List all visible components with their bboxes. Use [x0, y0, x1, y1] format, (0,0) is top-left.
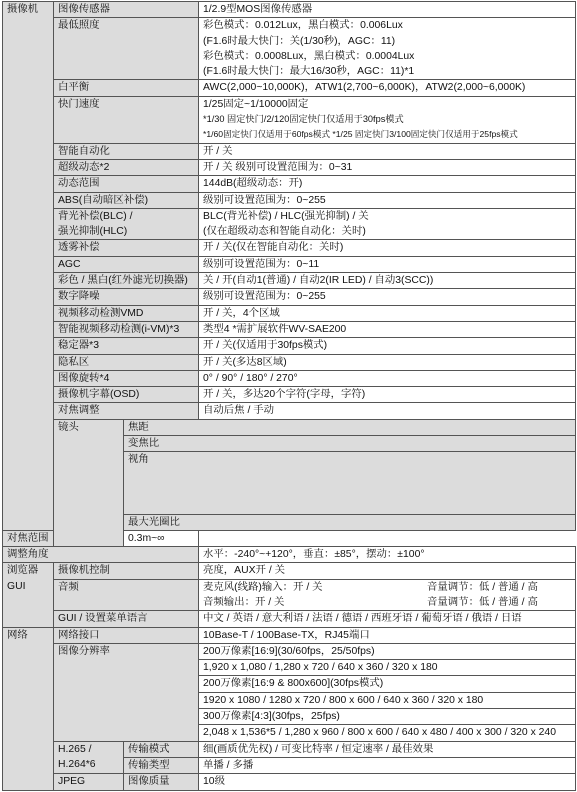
val-blc	[199, 208, 576, 240]
key-rotate: 图像旋转*4	[54, 370, 199, 386]
key-zoom: 变焦比	[124, 436, 576, 452]
val-osd: 开 / 关，多达20个字符(字母，字符)	[199, 387, 576, 403]
row-dnr	[3, 289, 576, 305]
row-blc	[3, 208, 576, 240]
audio-input-line	[203, 580, 571, 595]
key-privacy: 隐私区	[54, 354, 199, 370]
val-adjust: 水平：-240°~+120°，垂直：±85°，摆动：±100°	[199, 547, 576, 563]
val-agc: 级别可设置范围为：0~11	[199, 256, 576, 272]
row-focus-range	[3, 530, 576, 546]
val-iauto: 开 / 关	[199, 143, 576, 159]
text-line: (仅在超级动态和智能自动化：关时)	[203, 226, 366, 238]
spec-table	[2, 1, 576, 791]
audio-input: 麦克风(线路)输入：开 / 关	[203, 581, 323, 593]
val-tx-type: 单播 / 多播	[199, 757, 576, 773]
key-audio: 音频	[54, 579, 199, 611]
key-res: 图像分辨率	[54, 643, 199, 741]
key-fog: 透雾补偿	[54, 240, 199, 256]
val-image-quality: 10级	[199, 774, 576, 790]
key-wb: 白平衡	[54, 80, 199, 96]
category-label: GUI	[7, 580, 26, 592]
key-dyn-range: 动态范围	[54, 176, 199, 192]
row-jpeg	[3, 774, 576, 790]
row-audio	[3, 579, 576, 611]
val-lang: 中文 / 英语 / 意大利语 / 法语 / 德语 / 西班牙语 / 葡萄牙语 / 俄语 / 日语	[199, 611, 576, 627]
audio-output: 音频输出：开 / 关	[203, 596, 285, 608]
key-vmd: 视频移动检测VMD	[54, 305, 199, 321]
row-fog	[3, 240, 576, 256]
row-privacy	[3, 354, 576, 370]
row-h265-mode	[3, 741, 576, 757]
key-image-quality: 图像质量	[124, 774, 199, 790]
text-line: 2,048 x 1,536*5 / 1,280 x 960 / 800 x 600 / 640 x 480 / 400 x 300 / 320 x 240	[199, 724, 575, 740]
row-rotate	[3, 370, 576, 386]
category-adjust: 调整角度	[3, 547, 199, 563]
row-sensor	[3, 2, 576, 18]
val-privacy: 开 / 关(多达8区域)	[199, 354, 576, 370]
key-stab: 稳定器*3	[54, 338, 199, 354]
key-blc	[54, 208, 199, 240]
row-shutter	[3, 96, 576, 143]
val-audio	[199, 579, 576, 611]
row-adjust	[3, 547, 576, 563]
category-label: 网络	[7, 629, 28, 641]
text-line: 1,920 x 1,080 / 1,280 x 720 / 640 x 360 / 320 x 180	[199, 659, 575, 675]
val-tx-mode: 细(画质优先权) / 可变比特率 / 恒定速率 / 最佳效果	[199, 741, 576, 757]
key-aperture: 最大光圈比	[124, 514, 576, 530]
text-line: 彩色模式：0.012Lux，黑白模式：0.006Lux	[203, 20, 403, 32]
key-camera-control: 摄像机控制	[54, 563, 199, 579]
row-stab	[3, 338, 576, 354]
key-osd: 摄像机字幕(OSD)	[54, 387, 199, 403]
row-osd	[3, 387, 576, 403]
audio-output-line	[203, 595, 571, 610]
row-res	[3, 643, 576, 741]
row-abs	[3, 192, 576, 208]
val-wb: AWC(2,000~10,000K)，ATW1(2,700~6,000K)，ATW2(2,000~6,000K)	[199, 80, 576, 96]
val-camera-control: 亮度，AUX开 / 关	[199, 563, 576, 579]
val-vmd: 开 / 关，4个区域	[199, 305, 576, 321]
audio-output-volume: 音量调节：低 / 普通 / 高	[427, 596, 538, 608]
key-lang: GUI / 设置菜单语言	[54, 611, 199, 627]
key-superdyn: 超级动态*2	[54, 159, 199, 175]
val-dyn-range: 144dB(超级动态：开)	[199, 176, 576, 192]
key-h265	[54, 741, 124, 774]
text-line: 1/25固定~1/10000固定	[203, 98, 309, 110]
category-network	[3, 627, 54, 790]
text-line: H.264*6	[58, 758, 96, 770]
row-focus-adj	[3, 403, 576, 419]
category-label: 镜头	[58, 421, 79, 433]
text-line: 彩色模式：0.0008Lux，黑白模式：0.0004Lux	[203, 50, 415, 62]
val-superdyn: 开 / 关 级别可设置范围为：0~31	[199, 159, 576, 175]
row-camera-control	[3, 563, 576, 579]
key-min-illum: 最低照度	[54, 18, 199, 80]
row-daynight	[3, 273, 576, 289]
val-dnr: 级别可设置范围为：0~255	[199, 289, 576, 305]
audio-input-volume: 音量调节：低 / 普通 / 高	[427, 581, 538, 593]
key-jpeg: JPEG	[54, 774, 124, 790]
key-focus-range: 对焦范围	[3, 530, 124, 546]
val-min-illum	[199, 18, 576, 80]
val-sensor: 1/2.9型MOS图像传感器	[199, 2, 576, 18]
category-label: 摄像机	[7, 4, 39, 15]
val-daynight: 关 / 开(自动1(普通) / 自动2(IR LED) / 自动3(SCC))	[199, 273, 576, 289]
text-line: (F1.6时最大快门：关(1/30秒)，AGC：11)	[203, 35, 396, 47]
val-stab: 开 / 关(仅适用于30fps模式)	[199, 338, 576, 354]
val-focus-range: 0.3m~∞	[124, 530, 199, 546]
category-browser	[3, 563, 54, 627]
row-ivmd	[3, 321, 576, 337]
text-line: BLC(背光补偿) / HLC(强光抑制) / 关	[203, 210, 369, 222]
key-aov: 视角	[124, 452, 576, 514]
key-focal: 焦距	[124, 419, 576, 435]
text-line: 200万像素[16:9 & 800x600](30fps模式)	[199, 675, 575, 691]
text-line: 强光抑制(HLC)	[58, 226, 128, 238]
text-line: H.265 /	[58, 743, 92, 755]
val-iface: 10Base-T / 100Base-TX，RJ45端口	[199, 627, 576, 643]
val-fog: 开 / 关(仅在智能自动化：关时)	[199, 240, 576, 256]
row-iface	[3, 627, 576, 643]
key-dnr: 数字降噪	[54, 289, 199, 305]
key-shutter: 快门速度	[54, 96, 199, 143]
key-daynight: 彩色 / 黑白(红外滤光切换器)	[54, 273, 199, 289]
text-line: *1/30 固定快门/2/120固定快门仅适用于30fps模式	[203, 114, 404, 125]
key-ivmd: 智能视频移动检测(i-VM)*3	[54, 321, 199, 337]
key-abs: ABS(自动暗区补偿)	[54, 192, 199, 208]
val-rotate: 0° / 90° / 180° / 270°	[199, 370, 576, 386]
val-ivmd: 类型4 *需扩展软件WV-SAE200	[199, 321, 576, 337]
category-camera	[3, 2, 54, 531]
row-vmd	[3, 305, 576, 321]
row-min-illum	[3, 18, 576, 80]
text-line: (F1.6时最大快门：最大16/30秒，AGC：11)*1	[203, 66, 415, 78]
key-tx-mode: 传输模式	[124, 741, 199, 757]
key-tx-type: 传输类型	[124, 757, 199, 773]
row-wb	[3, 80, 576, 96]
text-line: 200万像素[16:9](30/60fps，25/50fps)	[203, 645, 375, 657]
category-label: 浏览器	[7, 565, 39, 577]
row-lang	[3, 611, 576, 627]
key-iauto: 智能自动化	[54, 143, 199, 159]
text-line: *1/60固定快门仅适用于60fps模式 *1/25 固定快门3/100固定快门仅适用于25fps模式	[203, 129, 518, 140]
text-line: 1920 x 1080 / 1280 x 720 / 800 x 600 / 640 x 360 / 320 x 180	[199, 692, 575, 708]
key-focus-adj: 对焦调整	[54, 403, 199, 419]
text-line: 300万像素[4:3](30fps，25fps)	[199, 708, 575, 724]
row-agc	[3, 256, 576, 272]
val-abs: 级别可设置范围为：0~255	[199, 192, 576, 208]
val-res	[199, 643, 576, 741]
key-iface: 网络接口	[54, 627, 199, 643]
key-agc: AGC	[54, 256, 199, 272]
row-iauto	[3, 143, 576, 159]
row-focal	[3, 419, 576, 435]
category-lens	[54, 419, 124, 546]
val-shutter	[199, 96, 576, 143]
key-sensor: 图像传感器	[54, 2, 199, 18]
row-superdyn	[3, 159, 576, 175]
row-dyn-range	[3, 176, 576, 192]
val-focus-adj: 自动后焦 / 手动	[199, 403, 576, 419]
text-line: 背光补偿(BLC) /	[58, 210, 133, 222]
